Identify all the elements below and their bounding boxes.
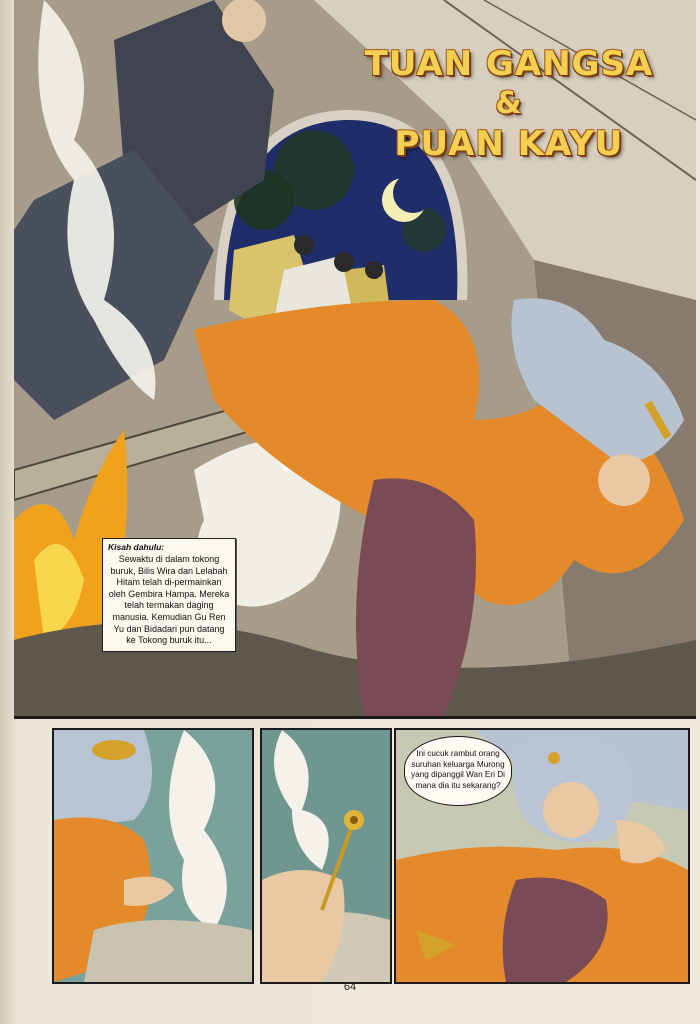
title-line-1: TUAN GANGSA [364,44,654,84]
speech-bubble-text: Ini cucuk rambut orang suruhan keluarga Murong yang dipanggil Wan Eri Di mana dia itu sekarang? [411,749,505,790]
title-ampersand: & [495,86,523,121]
panel-1-artwork [54,730,252,982]
recap-heading: Kisah dahulu: [108,542,165,552]
page-number: 64 [343,981,357,993]
bottom-panel-strip [0,716,700,976]
panel-hand-in-smoke [52,728,254,984]
recap-text: Sewaktu di dalam tokong buruk, Bilis Wira dan Lelabah Hitam telah di-permainkan oleh Gembira Hampa. Mereka telah termakan daging manusia. Kemudian Gu Ren Yu dan Bidadari pun datang ke Tokong buruk itu... [108,554,230,646]
panel-hairpin-closeup [260,728,392,984]
panel-questioning-figure [394,728,690,984]
panel-2-artwork [262,730,390,982]
page-title [344,44,674,164]
recap-caption-box [102,538,236,652]
title-line-2: PUAN KAYU [394,124,624,164]
speech-bubble [404,736,512,806]
splash-panel [14,0,696,719]
